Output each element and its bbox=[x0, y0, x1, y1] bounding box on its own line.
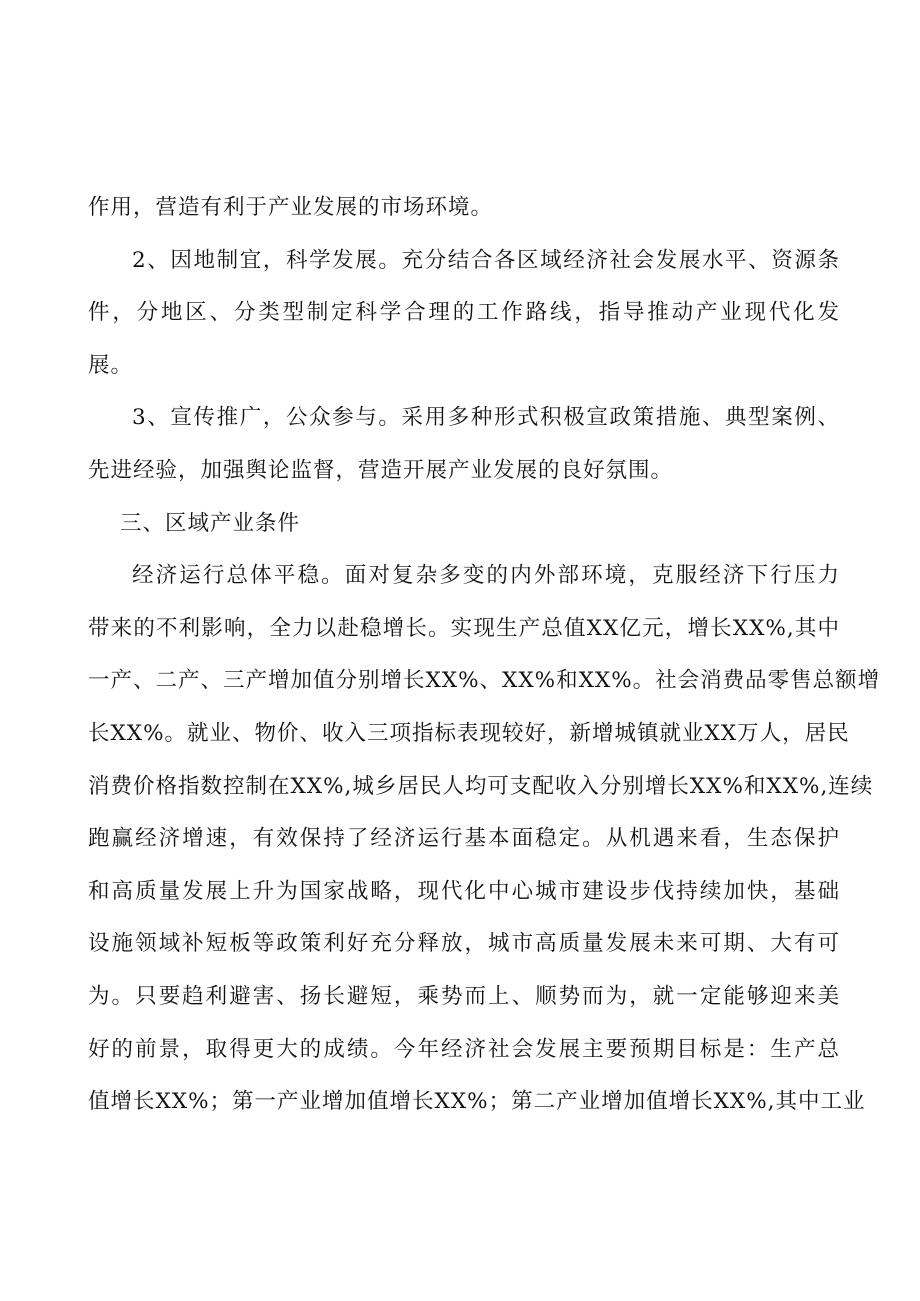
paragraph-line: 一产、二产、三产增加值分别增长XX%、XX%和XX%。社会消费品零售总额增 bbox=[88, 668, 881, 694]
paragraph-line: 跑赢经济增速，有效保持了经济运行基本面稳定。从机遇来看，生态保护 bbox=[88, 826, 840, 852]
paragraph-line: 长XX%。就业、物价、收入三项指标表现较好，新增城镇就业XX万人，居民 bbox=[88, 720, 850, 746]
paragraph-line: 和高质量发展上升为国家战略，现代化中心城市建设步伐持续加快，基础 bbox=[88, 878, 840, 904]
paragraph-line: 先进经验，加强舆论监督，营造开展产业发展的良好氛围。 bbox=[88, 457, 674, 483]
paragraph-line: 设施领域补短板等政策利好充分释放，城市高质量发展未来可期、大有可 bbox=[88, 931, 840, 957]
paragraph-line: 作用，营造有利于产业发展的市场环境。 bbox=[88, 195, 494, 220]
paragraph-line: 展。 bbox=[88, 352, 134, 378]
paragraph-line: 3、宣传推广，公众参与。采用多种形式积极宣政策措施、典型案例、 bbox=[132, 405, 840, 431]
paragraph-line: 带来的不利影响，全力以赴稳增长。实现生产总值XX亿元，增长XX%,其中 bbox=[88, 615, 840, 641]
paragraph-line: 件，分地区、分类型制定科学合理的工作路线，指导推动产业现代化发 bbox=[88, 300, 840, 326]
paragraph-line: 为。只要趋利避害、扬长避短，乘势而上、顺势而为，就一定能够迎来美 bbox=[88, 983, 840, 1009]
document-body bbox=[88, 182, 881, 1129]
paragraph-line: 消费价格指数控制在XX%,城乡居民人均可支配收入分别增长XX%和XX%,连续 bbox=[88, 773, 874, 799]
paragraph-line: 值增长XX%；第一产业增加值增长XX%；第二产业增加值增长XX%,其中工业 bbox=[88, 1089, 866, 1115]
section-heading: 三、区域产业条件 bbox=[120, 510, 301, 536]
paragraph-line: 经济运行总体平稳。面对复杂多变的内外部环境，克服经济下行压力 bbox=[132, 563, 840, 589]
paragraph-line: 2、因地制宜，科学发展。充分结合各区域经济社会发展水平、资源条 bbox=[132, 247, 840, 273]
paragraph-line: 好的前景，取得更大的成绩。今年经济社会发展主要预期目标是：生产总 bbox=[88, 1036, 840, 1062]
